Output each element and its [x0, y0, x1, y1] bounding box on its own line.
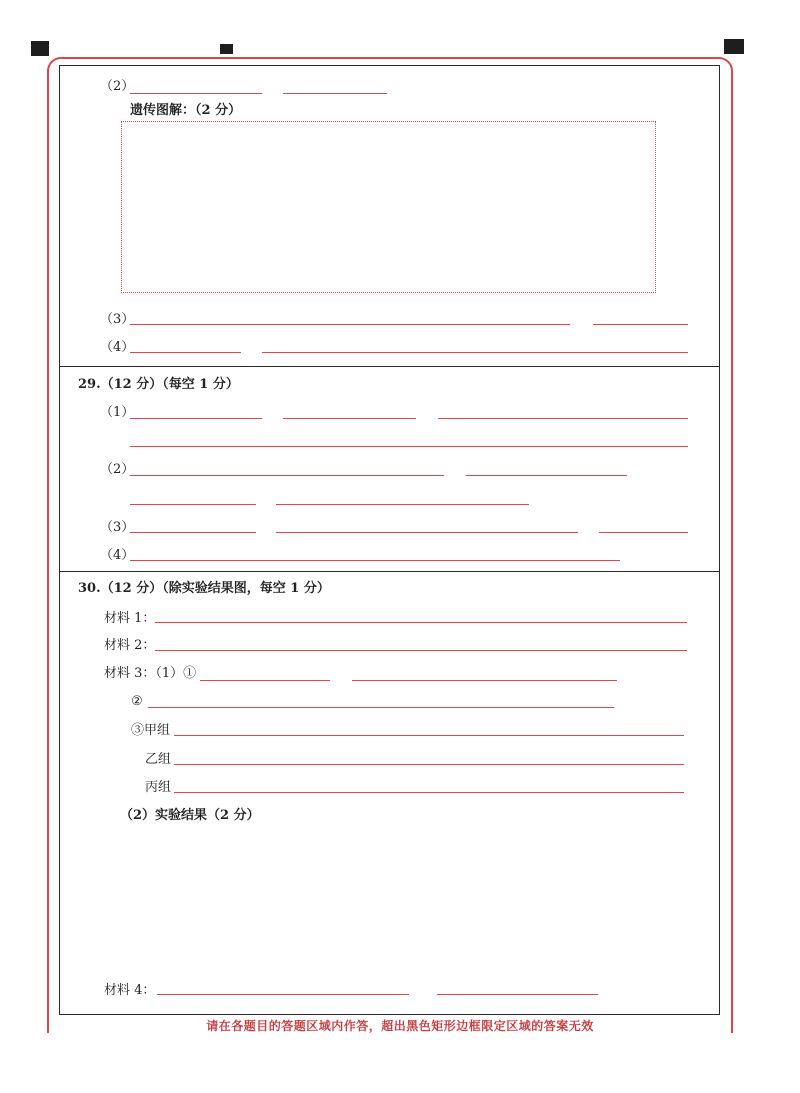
q28-4-label: （4）	[100, 340, 135, 355]
material-3-label: 材料 3：（1）①	[104, 666, 197, 681]
q29-3-answer-line-1[interactable]	[130, 532, 256, 533]
material-3-item-2-label: ②	[131, 694, 143, 709]
q28-2-answer-line-1[interactable]	[130, 93, 262, 94]
q29-2-answer-line-1[interactable]	[130, 475, 444, 476]
q29-2-label: （2）	[100, 462, 135, 477]
footer-warning: 请在各题目的答题区域内作答，超出黑色矩形边框限定区域的答案无效	[206, 1019, 594, 1033]
group-bing-label: 丙组	[145, 780, 172, 795]
section-divider-28-29	[59, 366, 720, 367]
material-3-1-answer-line-1[interactable]	[200, 680, 330, 681]
alignment-marker-center	[220, 44, 233, 54]
material-4-answer-line-2[interactable]	[437, 994, 598, 995]
q29-4-answer-line-1[interactable]	[130, 560, 620, 561]
alignment-marker-left	[31, 41, 49, 56]
q29-2-answer-line-3[interactable]	[130, 504, 256, 505]
q28-3-answer-line-1[interactable]	[130, 324, 570, 325]
experiment-result-drawing-area[interactable]	[120, 830, 680, 970]
q29-1-answer-line-4[interactable]	[130, 446, 688, 447]
q28-3-answer-line-2[interactable]	[593, 324, 688, 325]
alignment-marker-right	[724, 39, 744, 54]
material-1-label: 材料 1：	[104, 611, 156, 626]
q29-1-label: （1）	[100, 405, 135, 420]
q28-2-label: （2）	[100, 79, 135, 94]
q29-1-answer-line-3[interactable]	[438, 418, 688, 419]
q29-2-answer-line-4[interactable]	[276, 504, 529, 505]
q29-heading: 29.（12 分）（每空 1 分）	[78, 377, 239, 392]
q29-1-answer-line-2[interactable]	[283, 418, 416, 419]
material-4-answer-line-1[interactable]	[157, 994, 409, 995]
genetic-diagram-box[interactable]	[121, 121, 656, 293]
material-4-label: 材料 4：	[104, 983, 156, 998]
material-1-answer-line[interactable]	[155, 622, 687, 623]
q28-4-answer-line-1[interactable]	[130, 352, 241, 353]
q29-3-label: （3）	[100, 520, 135, 535]
q29-2-answer-line-2[interactable]	[466, 475, 627, 476]
section-divider-29-30	[59, 571, 720, 572]
q28-2-answer-line-2[interactable]	[283, 93, 387, 94]
experiment-result-label: （2）实验结果（2 分）	[120, 808, 260, 823]
material-2-answer-line[interactable]	[155, 650, 687, 651]
q28-4-answer-line-2[interactable]	[262, 352, 688, 353]
q29-4-label: （4）	[100, 548, 135, 563]
group-yi-answer-line[interactable]	[174, 764, 684, 765]
q29-3-answer-line-3[interactable]	[599, 532, 688, 533]
group-yi-label: 乙组	[145, 752, 172, 767]
q28-3-label: （3）	[100, 312, 135, 327]
q30-heading: 30.（12 分）（除实验结果图，每空 1 分）	[78, 581, 330, 596]
material-2-label: 材料 2：	[104, 638, 156, 653]
genetic-diagram-label: 遗传图解：（2 分）	[130, 103, 242, 118]
q29-1-answer-line-1[interactable]	[130, 418, 262, 419]
group-bing-answer-line[interactable]	[174, 792, 684, 793]
group-jia-answer-line[interactable]	[174, 735, 684, 736]
material-3-1-answer-line-2[interactable]	[352, 680, 617, 681]
q29-3-answer-line-2[interactable]	[276, 532, 578, 533]
material-3-2-answer-line[interactable]	[148, 707, 614, 708]
group-jia-label: ③甲组	[131, 723, 171, 738]
